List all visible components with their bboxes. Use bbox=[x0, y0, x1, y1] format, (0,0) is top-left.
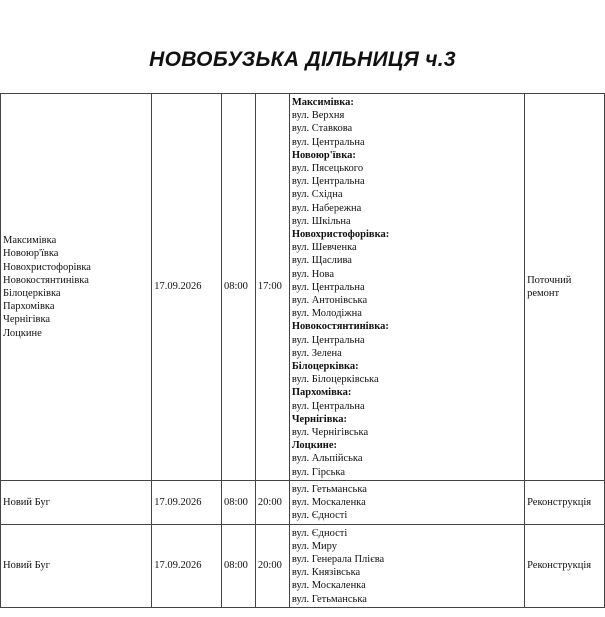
start-time-cell: 08:00 bbox=[222, 524, 256, 607]
streets-cell bbox=[289, 94, 524, 481]
street-item: вул. Генерала Плієва bbox=[291, 553, 385, 565]
locality-label: Новохристофорівка: bbox=[291, 229, 390, 241]
settlement-name: Новокостянтинівка bbox=[3, 274, 89, 286]
street-item: вул. Антонівська bbox=[291, 295, 368, 307]
street-item: вул. Москаленка bbox=[291, 580, 366, 592]
street-item: вул. Гетьманська bbox=[291, 593, 367, 605]
start-time-cell: 08:00 bbox=[222, 94, 256, 481]
date-cell: 17.09.2026 bbox=[152, 524, 222, 607]
street-item: вул. Центральна bbox=[291, 176, 365, 188]
locality-label: Максимівка: bbox=[291, 97, 354, 108]
street-item: вул. Князівська bbox=[291, 567, 361, 579]
locality-label: Пархомівка: bbox=[291, 387, 352, 399]
settlement-name: Пархомівка bbox=[3, 301, 55, 313]
streets-cell bbox=[289, 480, 524, 524]
outage-schedule-table bbox=[0, 93, 605, 608]
street-item: вул. Чернігівська bbox=[291, 427, 369, 439]
end-time-cell: 20:00 bbox=[255, 524, 289, 607]
street-item: вул. Шевченка bbox=[291, 242, 357, 254]
street-item: вул. Шкільна bbox=[291, 215, 351, 227]
work-type-cell: Реконструкція bbox=[525, 524, 605, 607]
work-type-cell: Поточний ремонт bbox=[525, 94, 605, 481]
street-item: вул. Східна bbox=[291, 189, 343, 201]
date-cell: 17.09.2026 bbox=[152, 94, 222, 481]
page-title: НОВОБУЗЬКА ДІЛЬНИЦЯ ч.3 bbox=[149, 48, 456, 71]
street-item: вул. Гірська bbox=[291, 466, 346, 478]
locality-label: Чернігівка: bbox=[291, 413, 348, 425]
street-item: вул. Єдності bbox=[291, 510, 348, 522]
settlement-name: Новохристофорівка bbox=[3, 261, 91, 273]
street-item: вул. Молодіжна bbox=[291, 308, 362, 320]
locality-label: Новокостянтинівка: bbox=[291, 321, 389, 333]
street-item: вул. Набережна bbox=[291, 202, 362, 214]
settlement-name: Новий Буг bbox=[3, 496, 50, 508]
settlement-name: Чернігівка bbox=[3, 314, 51, 326]
street-item: вул. Центральна bbox=[291, 334, 365, 346]
settlements-cell bbox=[1, 524, 152, 607]
street-item: вул. Білоцерківська bbox=[291, 374, 379, 386]
date-cell: 17.09.2026 bbox=[152, 480, 222, 524]
street-item: вул. Центральна bbox=[291, 281, 365, 293]
settlement-name: Новоюр'ївка bbox=[3, 248, 59, 260]
street-item: вул. Щаслива bbox=[291, 255, 352, 267]
settlements-cell bbox=[1, 480, 152, 524]
start-time-cell: 08:00 bbox=[222, 480, 256, 524]
street-item: вул. Гетьманська bbox=[291, 483, 367, 495]
settlements-cell bbox=[1, 94, 152, 481]
locality-label: Лоцкине: bbox=[291, 440, 338, 452]
table-row bbox=[1, 524, 605, 607]
locality-label: Білоцерківка: bbox=[291, 361, 359, 373]
settlement-name: Білоцерківка bbox=[3, 287, 61, 299]
street-item: вул. Ставкова bbox=[291, 123, 353, 135]
street-item: вул. Центральна bbox=[291, 136, 365, 148]
table-row bbox=[1, 94, 605, 481]
locality-label: Новоюр'ївка: bbox=[291, 149, 356, 161]
settlement-name: Лоцкине bbox=[3, 327, 42, 339]
end-time-cell: 17:00 bbox=[255, 94, 289, 481]
table-row bbox=[1, 480, 605, 524]
street-item: вул. Зелена bbox=[291, 347, 342, 359]
street-item: вул. Альпійська bbox=[291, 453, 363, 465]
streets-cell bbox=[289, 524, 524, 607]
settlement-name: Новий Буг bbox=[3, 560, 50, 571]
street-item: вул. Миру bbox=[291, 540, 338, 552]
street-item: вул. Центральна bbox=[291, 400, 365, 412]
end-time-cell: 20:00 bbox=[255, 480, 289, 524]
street-item: вул. Єдності bbox=[291, 527, 348, 539]
settlement-name: Максимівка bbox=[3, 235, 57, 247]
work-type-cell: Реконструкція bbox=[525, 480, 605, 524]
street-item: вул. Верхня bbox=[291, 110, 345, 122]
street-item: вул. Москаленка bbox=[291, 497, 366, 509]
street-item: вул. Нова bbox=[291, 268, 335, 280]
street-item: вул. Пясецького bbox=[291, 163, 364, 175]
